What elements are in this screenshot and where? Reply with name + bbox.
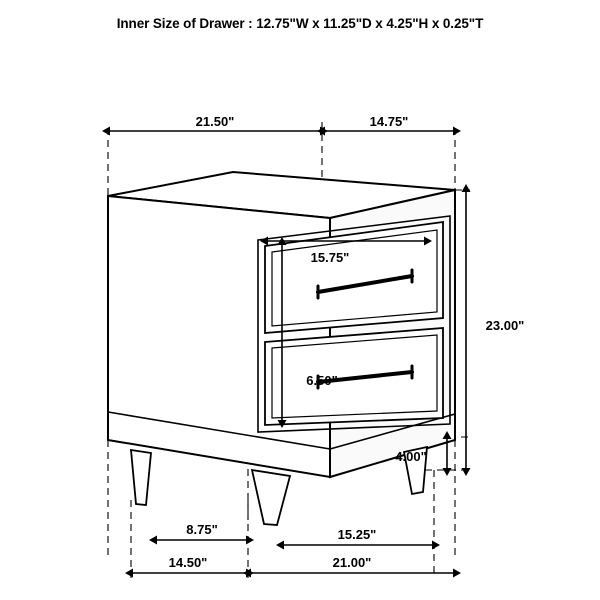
dimension-label-upper-drawer-width: 15.75" xyxy=(310,250,350,265)
dimension-label-lower-drawer-height: 6.50" xyxy=(306,373,338,388)
dimension-top-side-depth xyxy=(325,114,453,131)
dimension-label-top-side-depth: 14.75" xyxy=(369,114,409,129)
dimension-base-front-width xyxy=(284,527,432,545)
dimension-label-base-side-depth: 8.75" xyxy=(186,522,218,537)
page-title: Inner Size of Drawer : 12.75"W x 11.25"D x 4.25"H x 0.25"T xyxy=(116,16,484,31)
dimension-label-bottom-front-width: 21.00" xyxy=(332,555,372,570)
dimension-bottom-side-width xyxy=(133,555,246,573)
dimension-label-base-front-width: 15.25" xyxy=(337,527,377,542)
dimension-label-leg-height: 4.00" xyxy=(395,449,427,464)
dimension-bottom-front-width xyxy=(251,555,453,573)
dimension-overall-height xyxy=(466,192,524,468)
dimension-base-side-depth xyxy=(157,522,246,540)
dimension-label-top-front-width: 21.50" xyxy=(195,114,235,129)
dimension-label-bottom-side-width: 14.50" xyxy=(168,555,208,570)
dimension-top-front-width xyxy=(110,114,320,131)
dimension-label-overall-height: 23.00" xyxy=(485,318,525,333)
